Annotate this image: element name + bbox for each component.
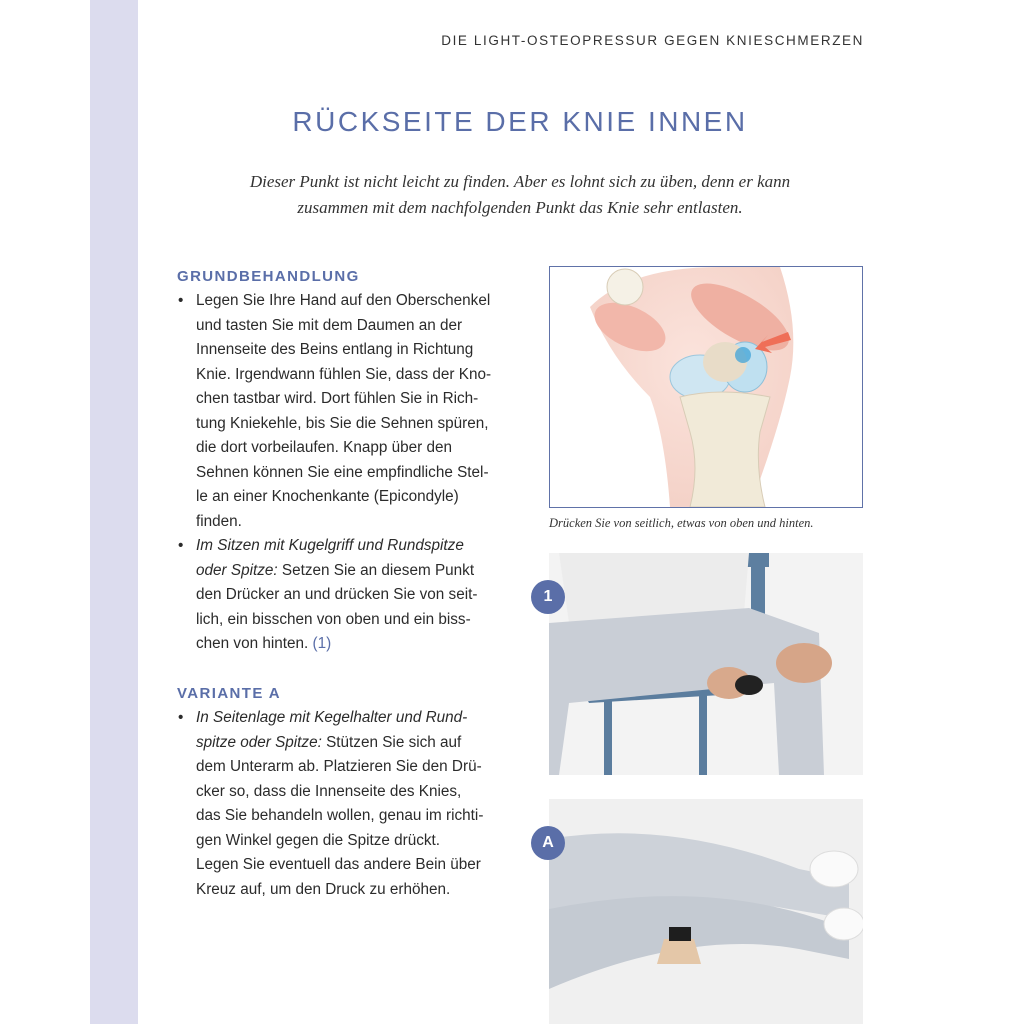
bullet-item [177, 289, 537, 534]
running-head: DIE LIGHT-OSTEOPRESSUR GEGEN KNIESCHMERZEN [441, 33, 864, 48]
pressure-point [735, 347, 751, 363]
figure-caption: Drücken Sie von seitlich, etwas von oben und hinten. [549, 516, 814, 530]
body-text: chen von hinten. [196, 635, 313, 652]
text-line: das Sie behandeln wollen, genau im richti- [196, 807, 484, 824]
text-line: gen Winkel gegen die Spitze drückt. [196, 831, 441, 849]
intro-line: zusammen mit dem nachfolgenden Punkt das Knie sehr entlasten. [297, 198, 743, 217]
knee-illustration-svg [550, 267, 862, 507]
text-line [196, 731, 537, 756]
text-line [196, 559, 537, 584]
cone-holder [657, 939, 701, 964]
variante-bullets [177, 706, 537, 902]
text-line: Sehnen können Sie eine empfindliche Stel- [196, 463, 489, 481]
text-line: und tasten Sie mit dem Daumen an der [196, 316, 463, 334]
photo-side-svg [549, 799, 863, 1024]
italic-lead: spitze oder Spitze: [196, 733, 322, 751]
body-text: Stützen Sie sich auf [321, 733, 462, 751]
italic-lead: In Seitenlage mit Kegelhalter und Rund- [196, 709, 468, 726]
bullet-dot-icon: • [178, 292, 184, 309]
text-line: chen tastbar wird. Dort fühlen Sie in Rich- [196, 390, 479, 407]
bone-section [607, 269, 643, 305]
hand [776, 643, 832, 683]
text-line [196, 534, 537, 559]
italic-lead: oder Spitze: [196, 561, 278, 579]
shoe [824, 908, 863, 940]
text-line: tung Kniekehle, bis Sie die Sehnen spüren, [196, 414, 489, 432]
photo-badge-a: A [531, 826, 565, 860]
text-line: Legen Sie eventuell das andere Bein über [196, 856, 481, 873]
text-line: le an einer Knochenkante (Epicondyle) [196, 488, 459, 505]
section-heading-grund: GRUNDBEHANDLUNG [177, 268, 360, 285]
text-line: Knie. Irgendwann fühlen Sie, dass der Kno- [196, 365, 492, 383]
bullet-item [177, 706, 537, 902]
bullet-item [177, 534, 537, 657]
intro-line: Dieser Punkt ist nicht leicht zu finden. Aber es lohnt sich zu üben, denn er kann [249, 172, 791, 191]
bullet-dot-icon: • [178, 709, 184, 726]
tibia-bone [680, 392, 770, 507]
text-line: Kreuz auf, um den Druck zu erhöhen. [196, 880, 451, 898]
text-line: Legen Sie Ihre Hand auf den Oberschenkel [196, 292, 491, 309]
intro-text [200, 169, 840, 221]
photo-seated-treatment [549, 553, 863, 775]
photo-reference: (1) [312, 635, 332, 652]
bullet-dot-icon: • [178, 537, 184, 554]
variante-a-section [177, 685, 537, 902]
text-line: den Drücker an und drücken Sie von seit- [196, 586, 478, 603]
knee-anatomy-illustration [549, 266, 863, 508]
photo-seated-svg [549, 553, 863, 775]
photo-side-lying-treatment [549, 799, 863, 1024]
grundbehandlung-section [177, 268, 537, 657]
italic-lead: Im Sitzen mit Kugelgriff und Rundspitze [196, 537, 464, 554]
text-line: cker so, dass die Innenseite des Knies, [196, 782, 462, 800]
pressure-tool [669, 927, 691, 941]
photo-badge-1: 1 [531, 580, 565, 614]
text-line: Innenseite des Beins entlang in Richtung [196, 341, 474, 358]
page-title: RÜCKSEITE DER KNIE INNEN [292, 106, 748, 137]
text-line [196, 632, 537, 657]
grund-bullets [177, 289, 537, 657]
section-heading-variante: VARIANTE A [177, 685, 281, 702]
shoe [810, 851, 858, 887]
text-line: finden. [196, 512, 242, 530]
text-line: dem Unterarm ab. Platzieren Sie den Drü- [196, 758, 482, 775]
body-text: Setzen Sie an diesem Punkt [277, 561, 475, 579]
pressure-tool [735, 675, 763, 695]
text-line [196, 706, 537, 731]
side-color-band [90, 0, 138, 1024]
text-line: die dort vorbeilaufen. Knapp über den [196, 439, 452, 456]
text-line: lich, ein bisschen von oben und ein biss- [196, 610, 471, 628]
